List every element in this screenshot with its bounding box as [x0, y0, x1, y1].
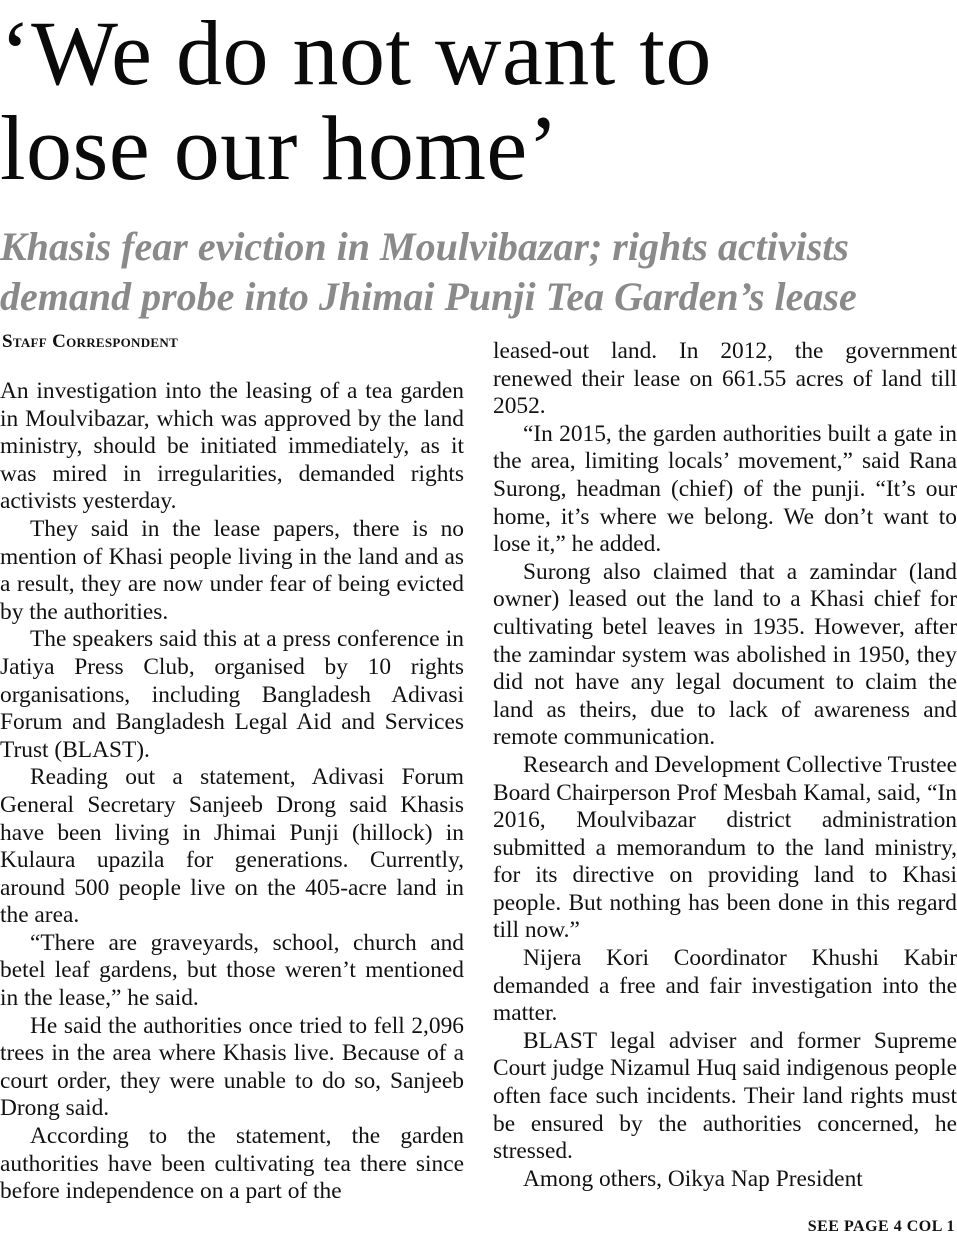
subheadline: [0, 222, 957, 322]
paragraph: “In 2015, the garden authorities built a gate in the area, limiting locals’ movement,” said Rana Surong, headman (chief) of the punji. “It’s our home, it’s where we belong. We don’t want to lose it,” he added.: [493, 420, 957, 558]
paragraph: An investigation into the leasing of a tea garden in Moulvibazar, which was approved by the land ministry, should be initiated immediately, as it was mired in irregularities, demanded rights activists yesterday.: [0, 378, 464, 515]
paragraph: Research and Development Collective Trustee Board Chairperson Prof Mesbah Kamal, said, “In 2016, Moulvibazar district administration submitted a memorandum to the land ministry, for its directive on providing land to Khasi people. But nothing has been done in this regard till now.”: [493, 751, 957, 944]
article-column-left: [0, 378, 464, 1206]
headline-line-1: ‘We do not want to: [0, 2, 712, 104]
headline-line-2: lose our home’: [0, 97, 559, 199]
byline: Staff Correspondent: [2, 331, 179, 352]
paragraph: The speakers said this at a press conference in Jatiya Press Club, organised by 10 rights organisations, including Bangladesh Adivasi Forum and Bangladesh Legal Aid and Services Trust (BLAST).: [0, 626, 464, 763]
paragraph: BLAST legal adviser and former Supreme Court judge Nizamul Huq said indigenous people often face such incidents. Their land rights must be ensured by the authorities concerned, he stressed.: [493, 1027, 957, 1165]
paragraph: They said in the lease papers, there is no mention of Khasi people living in the land and as a result, they are now under fear of being evicted by the authorities.: [0, 515, 464, 625]
headline: [0, 2, 957, 199]
paragraph: He said the authorities once tried to fell 2,096 trees in the area where Khasis live. Because of a court order, they were unable to do so, Sanjeeb Drong said.: [0, 1012, 464, 1122]
article-column-right: [493, 338, 957, 1193]
paragraph: Among others, Oikya Nap President: [523, 1165, 863, 1192]
continuation-note: SEE PAGE 4 COL 1: [807, 1218, 955, 1235]
paragraph: Surong also claimed that a zamindar (land owner) leased out the land to a Khasi chief for cultivating betel leaves in 1935. However, after the zamindar system was abolished in 1950, they did not have any legal document to claim the land as theirs, due to lack of awareness and remote communication.: [493, 558, 957, 751]
paragraph: “There are graveyards, school, church and betel leaf gardens, but those weren’t mentioned in the lease,” he said.: [0, 929, 464, 1012]
subheadline-line-2: demand probe into Jhimai Punji Tea Garden’s lease: [0, 274, 857, 319]
paragraph: Nijera Kori Coordinator Khushi Kabir demanded a free and fair investigation into the matter.: [493, 945, 957, 1027]
paragraph: According to the statement, the garden authorities have been cultivating tea there since before independence on a part of the: [0, 1123, 464, 1205]
paragraph: leased-out land. In 2012, the government renewed their lease on 661.55 acres of land till 2052.: [493, 338, 957, 420]
paragraph: Reading out a statement, Adivasi Forum General Secretary Sanjeeb Drong said Khasis have been living in Jhimai Punji (hillock) in Kulaura upazila for generations. Currently, around 500 people live on the 405-acre land in the area.: [0, 764, 464, 929]
subheadline-line-1: Khasis fear eviction in Moulvibazar; rights activists: [0, 224, 849, 269]
